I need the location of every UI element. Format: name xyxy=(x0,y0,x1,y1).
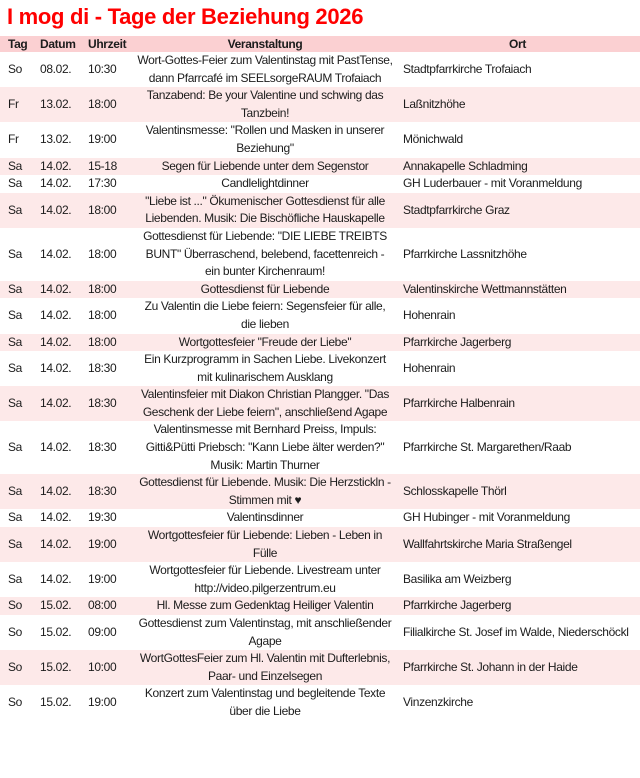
table-row xyxy=(0,685,640,720)
cell-date: 14.02. xyxy=(40,360,72,375)
cell-event: Gottesdienst für Liebende. Musik: Die Herzstickln - Stimmen mit ♥ xyxy=(139,475,391,507)
table-row xyxy=(0,175,640,193)
cell-location: GH Luderbauer - mit Voranmeldung xyxy=(403,176,582,191)
cell-location: Valentinskirche Wettmannstätten xyxy=(403,281,567,296)
table-row xyxy=(0,193,640,228)
cell-event: Gottesdienst zum Valentinstag, mit anschließender Agape xyxy=(138,616,392,648)
table-row xyxy=(0,87,640,122)
cell-date: 14.02. xyxy=(40,440,72,455)
cell-event: Valentinsmesse: "Rollen und Masken in unserer Beziehung" xyxy=(145,123,385,155)
column-header-ort: Ort xyxy=(395,36,640,52)
cell-event: Wortgottesfeier für Liebende. Livestream unter http://video.pilgerzentrum.eu xyxy=(149,563,381,595)
cell-location: Wallfahrtskirche Maria Straßengel xyxy=(403,536,572,551)
cell-time: 17:30 xyxy=(88,176,117,191)
table-row xyxy=(0,122,640,157)
events-table xyxy=(0,36,640,721)
cell-time: 08:00 xyxy=(88,598,117,613)
table-row xyxy=(0,597,640,615)
cell-event: Wortgottesfeier "Freude der Liebe" xyxy=(178,334,352,349)
events-table-body xyxy=(0,52,640,721)
cell-date: 13.02. xyxy=(40,96,72,111)
cell-date: 15.02. xyxy=(40,659,72,674)
column-header-datum: Datum xyxy=(40,36,88,52)
cell-day: Sa xyxy=(8,572,22,587)
cell-day: Fr xyxy=(8,132,19,147)
page-title: I mog di - Tage der Beziehung 2026 xyxy=(7,4,364,29)
cell-event: Konzert zum Valentinstag und begleitende Texte über die Liebe xyxy=(144,686,386,718)
cell-time: 18:00 xyxy=(88,96,117,111)
cell-time: 18:30 xyxy=(88,396,117,411)
cell-day: Sa xyxy=(8,440,22,455)
cell-date: 14.02. xyxy=(40,308,72,323)
table-row xyxy=(0,298,640,333)
column-header-veranstaltung: Veranstaltung xyxy=(135,36,395,52)
cell-date: 08.02. xyxy=(40,61,72,76)
cell-day: Sa xyxy=(8,510,22,525)
cell-time: 19:00 xyxy=(88,572,117,587)
cell-time: 18:30 xyxy=(88,360,117,375)
cell-date: 14.02. xyxy=(40,396,72,411)
cell-day: Sa xyxy=(8,334,22,349)
cell-event: Hl. Messe zum Gedenktag Heiliger Valentin xyxy=(156,598,374,613)
cell-date: 14.02. xyxy=(40,281,72,296)
cell-location: GH Hubinger - mit Voranmeldung xyxy=(403,510,570,525)
cell-day: Sa xyxy=(8,281,22,296)
table-row xyxy=(0,474,640,509)
cell-day: So xyxy=(8,695,22,710)
cell-event: Ein Kurzprogramm in Sachen Liebe. Livekonzert mit kulinarischem Ausklang xyxy=(144,352,386,384)
cell-location: Vinzenzkirche xyxy=(403,695,473,710)
cell-time: 19:00 xyxy=(88,695,117,710)
cell-time: 10:00 xyxy=(88,659,117,674)
cell-time: 19:30 xyxy=(88,510,117,525)
cell-date: 15.02. xyxy=(40,695,72,710)
cell-event: Zu Valentin die Liebe feiern: Segensfeier für alle, die lieben xyxy=(144,299,386,331)
page xyxy=(0,3,640,721)
cell-event: "Liebe ist ..." Ökumenischer Gottesdienst für alle Liebenden. Musik: Die Bischöfliche Hauskapelle xyxy=(145,193,385,226)
table-row xyxy=(0,158,640,176)
cell-event: Segen für Liebende unter dem Segenstor xyxy=(161,158,369,173)
table-row xyxy=(0,386,640,421)
cell-time: 19:00 xyxy=(88,132,117,147)
table-row xyxy=(0,421,640,474)
cell-location: Stadtpfarrkirche Graz xyxy=(403,202,510,217)
table-row xyxy=(0,281,640,299)
table-row xyxy=(0,562,640,597)
cell-event: WortGottesFeier zum Hl. Valentin mit Dufterlebnis, Paar- und Einzelsegen xyxy=(139,651,391,683)
cell-day: So xyxy=(8,598,22,613)
cell-date: 13.02. xyxy=(40,132,72,147)
cell-time: 18:00 xyxy=(88,281,117,296)
cell-day: So xyxy=(8,659,22,674)
cell-location: Pfarrkirche Lassnitzhöhe xyxy=(403,246,527,261)
cell-date: 14.02. xyxy=(40,510,72,525)
cell-location: Schlosskapelle Thörl xyxy=(403,484,507,499)
cell-event: Gottesdienst für Liebende: "DIE LIEBE TREIBTS BUNT" Überraschend, belebend, facettenreich - ein bunter Kirchenraum! xyxy=(143,228,387,279)
cell-date: 14.02. xyxy=(40,536,72,551)
cell-day: Sa xyxy=(8,202,22,217)
cell-day: So xyxy=(8,61,22,76)
cell-date: 14.02. xyxy=(40,176,72,191)
table-row xyxy=(0,228,640,281)
cell-location: Annakapelle Schladming xyxy=(403,158,528,173)
cell-location: Hohenrain xyxy=(403,308,456,323)
cell-date: 14.02. xyxy=(40,484,72,499)
cell-time: 18:30 xyxy=(88,440,117,455)
cell-location: Hohenrain xyxy=(403,360,456,375)
table-row xyxy=(0,650,640,685)
cell-time: 15-18 xyxy=(88,158,117,173)
cell-event: Tanzabend: Be your Valentine und schwing das Tanzbein! xyxy=(146,88,384,120)
cell-time: 18:30 xyxy=(88,484,117,499)
cell-date: 15.02. xyxy=(40,624,72,639)
cell-time: 09:00 xyxy=(88,624,117,639)
column-header-uhrzeit: Uhrzeit xyxy=(88,36,135,52)
cell-event: Wortgottesfeier für Liebende: Lieben - Leben in Fülle xyxy=(147,528,383,560)
table-row xyxy=(0,527,640,562)
table-row xyxy=(0,351,640,386)
cell-location: Stadtpfarrkirche Trofaiach xyxy=(403,61,532,76)
column-header-tag: Tag xyxy=(0,36,40,52)
cell-time: 18:00 xyxy=(88,334,117,349)
cell-date: 14.02. xyxy=(40,572,72,587)
cell-event: Wort-Gottes-Feier zum Valentinstag mit PastTense, dann Pfarrcafé im SEELsorgeRAUM Trofaiach xyxy=(137,53,393,85)
cell-time: 18:00 xyxy=(88,308,117,323)
cell-day: Sa xyxy=(8,176,22,191)
cell-location: Pfarrkirche Halbenrain xyxy=(403,396,515,411)
cell-day: So xyxy=(8,624,22,639)
cell-time: 10:30 xyxy=(88,61,117,76)
table-row xyxy=(0,509,640,527)
cell-date: 14.02. xyxy=(40,246,72,261)
cell-time: 19:00 xyxy=(88,536,117,551)
cell-day: Sa xyxy=(8,158,22,173)
cell-day: Sa xyxy=(8,484,22,499)
cell-event: Gottesdienst für Liebende xyxy=(200,281,330,296)
cell-location: Pfarrkirche Jagerberg xyxy=(403,598,512,613)
cell-event: Valentinsfeier mit Diakon Christian Plangger. "Das Geschenk der Liebe feiern", anschließend Agape xyxy=(141,387,389,419)
cell-location: Pfarrkirche Jagerberg xyxy=(403,334,512,349)
table-row xyxy=(0,615,640,650)
cell-location: Pfarrkirche St. Margarethen/Raab xyxy=(403,440,572,455)
cell-time: 18:00 xyxy=(88,202,117,217)
table-header-row xyxy=(0,36,640,52)
table-row xyxy=(0,52,640,87)
cell-day: Sa xyxy=(8,396,22,411)
table-row xyxy=(0,334,640,352)
cell-event: Valentinsdinner xyxy=(226,510,304,525)
cell-date: 15.02. xyxy=(40,598,72,613)
cell-date: 14.02. xyxy=(40,334,72,349)
cell-day: Sa xyxy=(8,360,22,375)
cell-location: Basilika am Weizberg xyxy=(403,572,512,587)
cell-location: Laßnitzhöhe xyxy=(403,96,466,111)
cell-day: Fr xyxy=(8,96,19,111)
cell-event: Valentinsmesse mit Bernhard Preiss, Impuls: Gitti&Pütti Priebsch: "Kann Liebe älter werden?" Musik: Martin Thurner xyxy=(145,422,385,472)
cell-event: Candlelightdinner xyxy=(221,176,309,191)
cell-time: 18:00 xyxy=(88,246,117,261)
cell-day: Sa xyxy=(8,536,22,551)
cell-date: 14.02. xyxy=(40,202,72,217)
cell-day: Sa xyxy=(8,308,22,323)
cell-location: Filialkirche St. Josef im Walde, Niederschöckl xyxy=(403,624,629,639)
cell-date: 14.02. xyxy=(40,158,72,173)
cell-location: Mönichwald xyxy=(403,132,463,147)
cell-day: Sa xyxy=(8,246,22,261)
cell-location: Pfarrkirche St. Johann in der Haide xyxy=(403,659,578,674)
